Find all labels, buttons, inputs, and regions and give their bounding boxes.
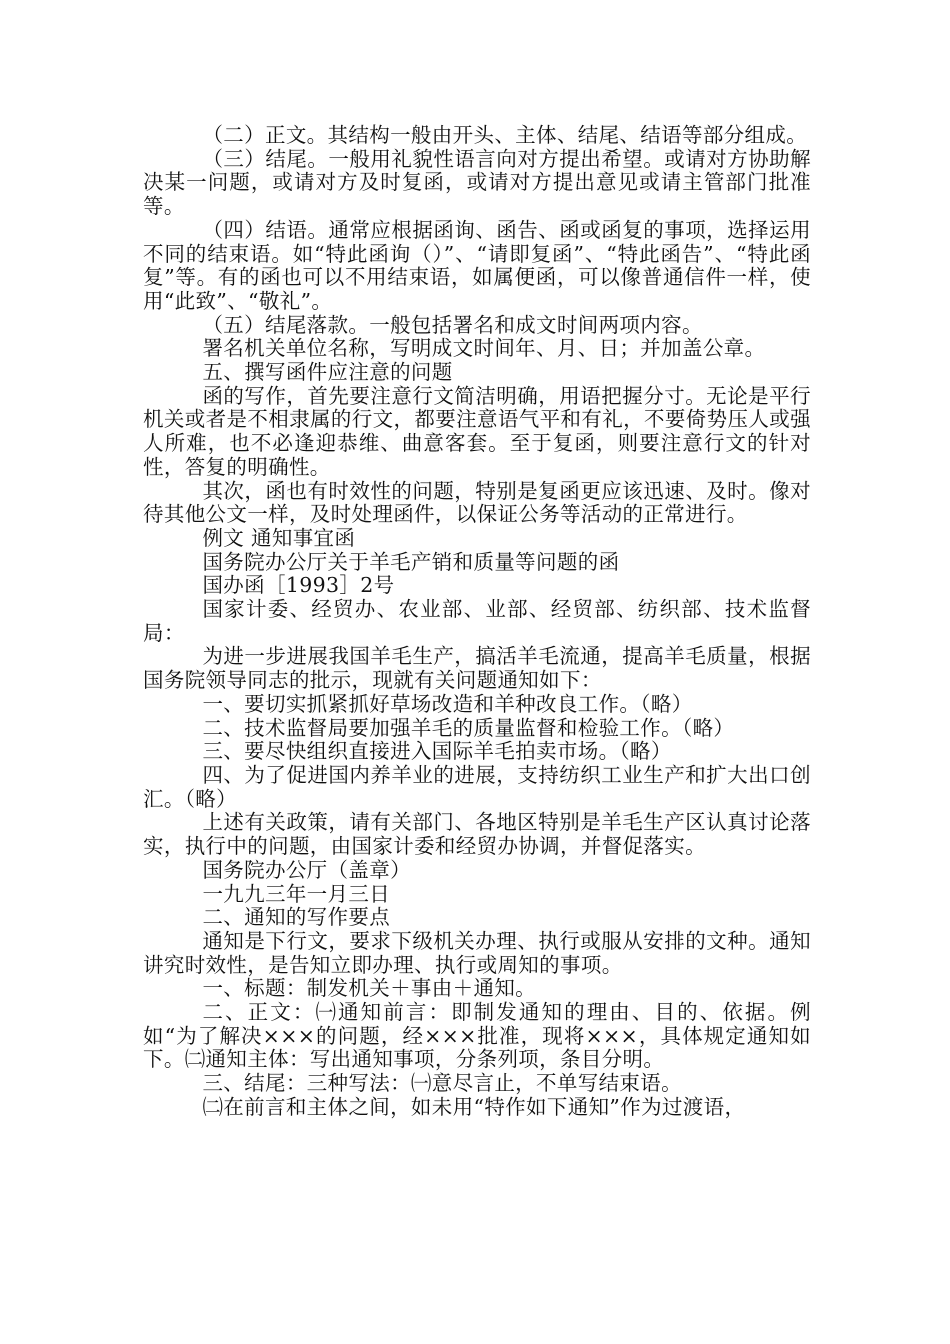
example-letter-title: 国务院办公厅关于羊毛产销和质量等问题的函 (202, 549, 620, 574)
example-item-4: 四、为了促进国内养羊业的进展，支持纺织工业生产和扩大出口创汇。（略） (143, 762, 811, 811)
example-document-number: 国办函［1993］2号 (202, 573, 395, 598)
section-heading-notice: 二、通知的写作要点 (202, 905, 391, 930)
notice-body-rule: 二、正文：㈠通知前言：即制发通知的理由、目的、依据。例如“为了解决×××的问题，经×××批准，现将×××，具体规定通知如下。㈡通知主体：写出通知事项，分条列项，条目分明。 (143, 1000, 811, 1072)
paragraph-body-text: （二）正文。其结构一般由开头、主体、结尾、结语等部分组成。 (202, 123, 808, 147)
example-opening: 为进一步进展我国羊毛生产，搞活羊毛流通，提高羊毛质量，根据国务院领导同志的批示，现就有关问题通知如下： (143, 644, 811, 693)
notice-transition-rule: ㈡在前言和主体之间，如未用“特作如下通知”作为过渡语， (202, 1094, 746, 1119)
notice-ending-rule: 三、结尾：三种写法：㈠意尽言止，不单写结束语。 (202, 1071, 682, 1096)
notice-title-rule: 一、标题：制发机关＋事由＋通知。 (202, 976, 537, 1001)
document-body (143, 124, 811, 1120)
paragraph-signature-detail: 署名机关单位名称，写明成文时间年、月、日；并加盖公章。 (202, 336, 766, 361)
paragraph-notice-definition: 通知是下行文，要求下级机关办理、执行或服从安排的文种。通知讲究时效性，是告知立即办理、执行或周知的事项。 (143, 928, 811, 977)
paragraph-writing-notes: 函的写作，首先要注意行文简洁明确，用语把握分寸。无论是平行机关或者是不相隶属的行文，都要注意语气平和有礼，不要倚势压人或强人所难，也不必逢迎恭维、曲意客套。至于复函，则要注意行文的针对性，答复的明确性。 (143, 383, 811, 479)
paragraph-signature: （五）结尾落款。一般包括署名和成文时间两项内容。 (202, 312, 703, 337)
example-item-3: 三、要尽快组织直接进入国际羊毛拍卖市场。（略） (202, 739, 672, 764)
example-item-2: 二、技术监督局要加强羊毛的质量监督和检验工作。（略） (202, 715, 735, 740)
section-heading-notes: 五、撰写函件应注意的问题 (202, 360, 453, 385)
example-closing: 上述有关政策，请有关部门、各地区特别是羊毛生产区认真讨论落实，执行中的问题，由国家计委和经贸办协调，并督促落实。 (143, 810, 811, 859)
example-date: 一九九三年一月三日 (202, 881, 391, 906)
paragraph-timeliness: 其次，函也有时效性的问题，特别是复函更应该迅速、及时。像对待其他公文一样，及时处理函件，以保证公务等活动的正常进行。 (143, 478, 811, 527)
example-issuer: 国务院办公厅（盖章） (202, 857, 411, 882)
paragraph-closing-phrase: （四）结语。通常应根据函询、函告、函或函复的事项，选择运用不同的结束语。如“特此函询（）”、“请即复函”、“特此函告”、“特此函复”等。有的函也可以不用结束语，如属便函，可以像普通信件一样，使用“此致”、“敬礼”。 (143, 217, 811, 313)
example-item-1: 一、要切实抓紧抓好草场改造和羊种改良工作。（略） (202, 691, 693, 716)
paragraph-ending: （三）结尾。一般用礼貌性语言向对方提出希望。或请对方协助解决某一问题，或请对方及时复函，或请对方提出意见或请主管部门批准等。 (143, 146, 811, 219)
example-title: 例文 通知事宜函 (202, 525, 356, 550)
example-recipients: 国家计委、经贸办、农业部、业部、经贸部、纺织部、技术监督局： (143, 597, 811, 645)
